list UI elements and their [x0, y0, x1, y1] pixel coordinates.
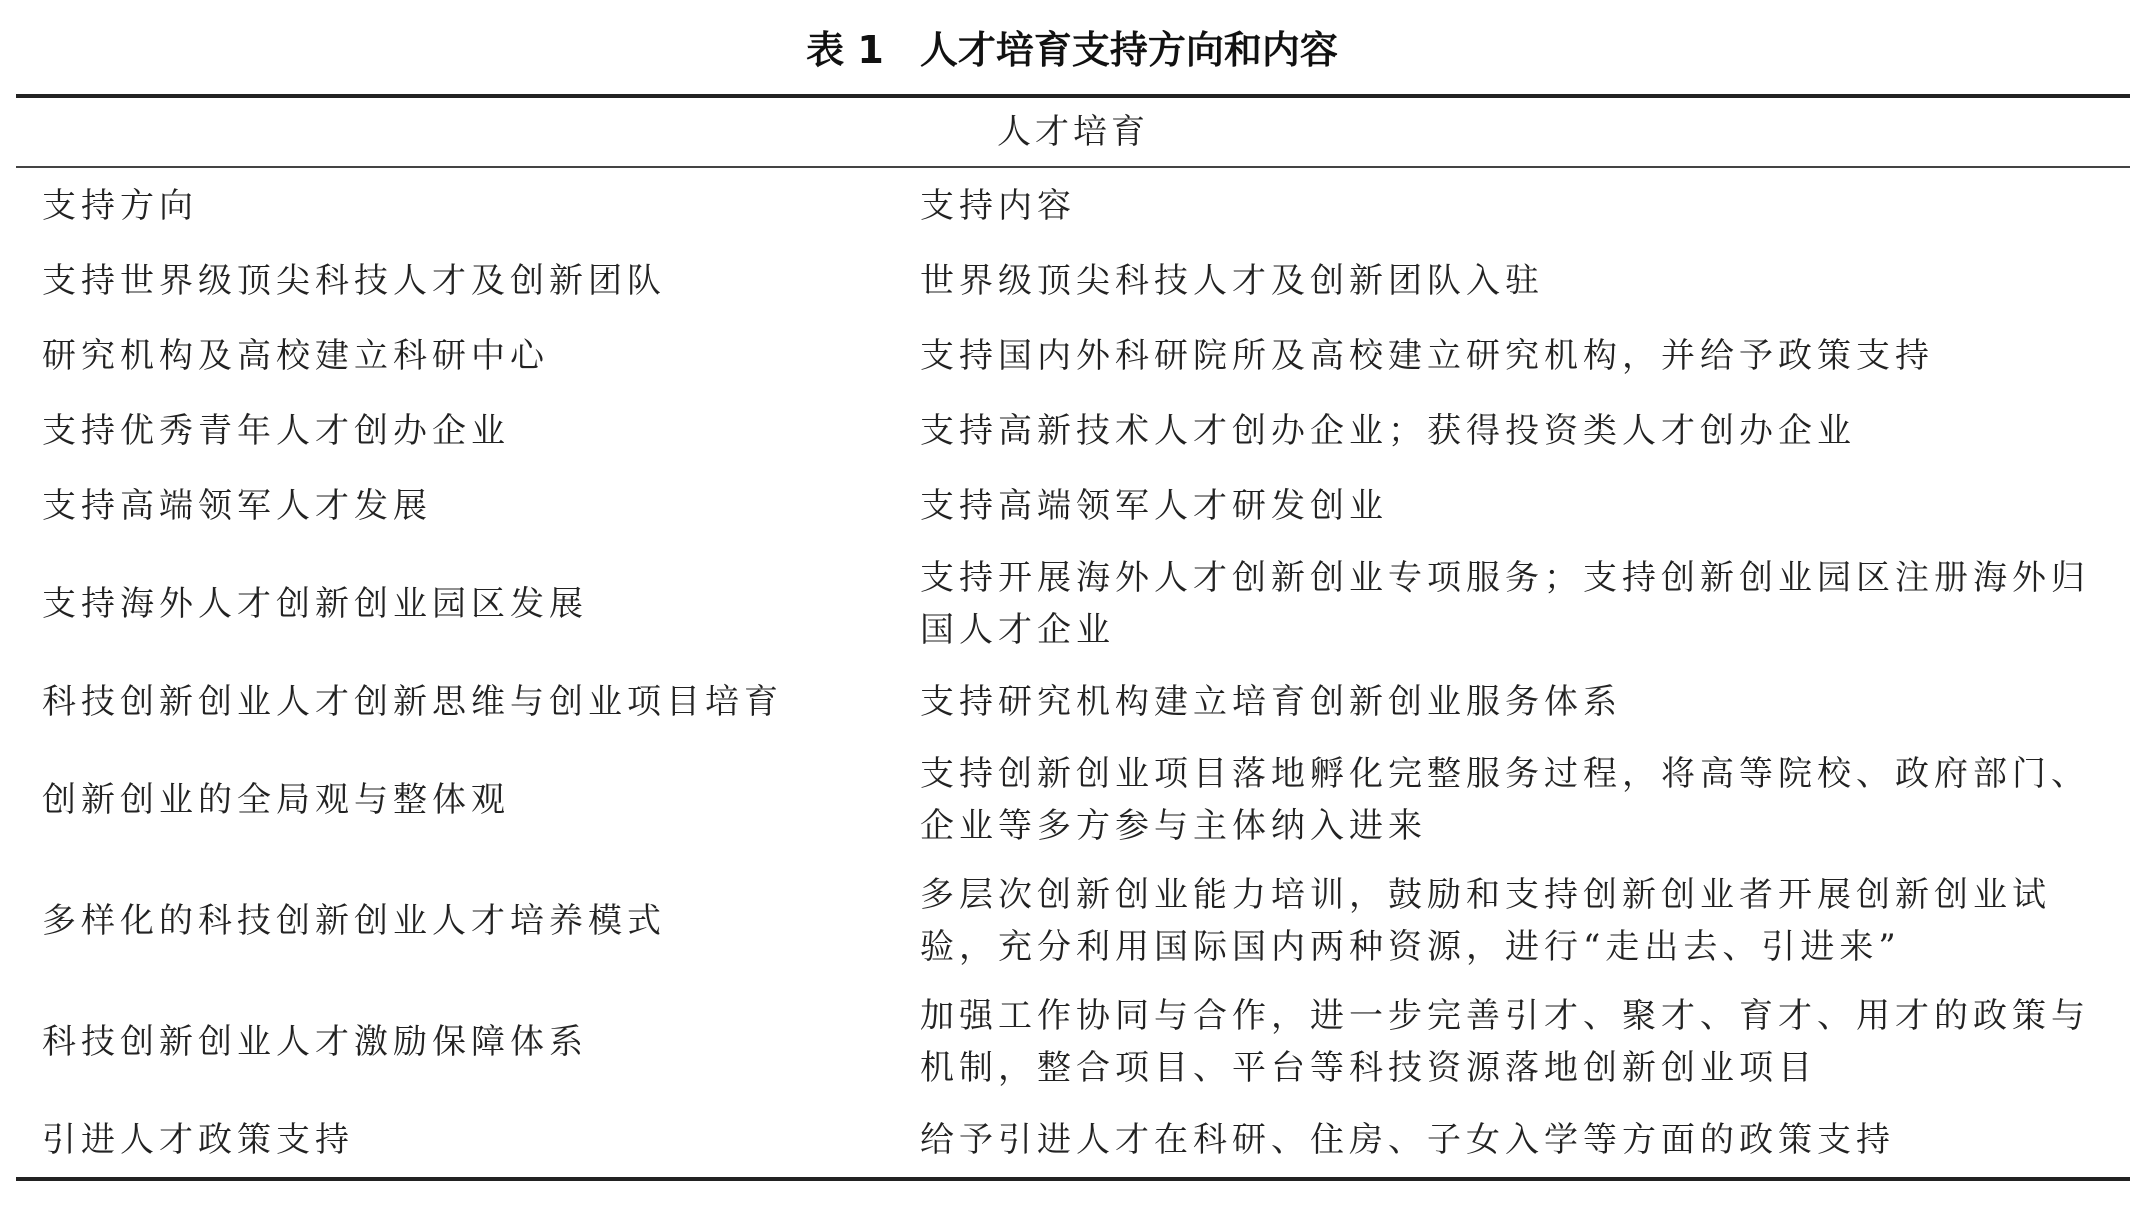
content-cell: 世界级顶尖科技人才及创新团队入驻 — [920, 260, 1544, 301]
column-header-content: 支持内容 — [920, 185, 1076, 226]
direction-cell: 科技创新创业人才创新思维与创业项目培育 — [42, 681, 783, 722]
direction-cell: 创新创业的全局观与整体观 — [42, 779, 510, 820]
direction-cell: 支持世界级顶尖科技人才及创新团队 — [42, 260, 666, 301]
direction-cell: 支持高端领军人才发展 — [42, 485, 432, 526]
table-row — [16, 318, 2130, 393]
table-caption — [0, 20, 2144, 80]
content-cell: 支持开展海外人才创新创业专项服务；支持创新创业园区注册海外归国人才企业 — [920, 557, 2090, 650]
content-cell: 支持创新创业项目落地孵化完整服务过程，将高等院校、政府部门、企业等多方参与主体纳入进来 — [920, 753, 2090, 846]
table-title: 人才培育支持方向和内容 — [919, 28, 1338, 72]
direction-cell: 科技创新创业人才激励保障体系 — [42, 1021, 588, 1062]
content-cell: 支持研究机构建立培育创新创业服务体系 — [920, 681, 1622, 722]
table-row — [16, 860, 2130, 981]
group-header: 人才培育 — [16, 98, 2130, 168]
table-row — [16, 981, 2130, 1102]
column-header-direction: 支持方向 — [42, 185, 198, 226]
table-row — [16, 739, 2130, 860]
table-row — [16, 243, 2130, 318]
table-row — [16, 664, 2130, 739]
direction-cell: 支持优秀青年人才创办企业 — [42, 410, 510, 451]
talent-support-table — [16, 94, 2130, 1181]
table-row — [16, 393, 2130, 468]
content-cell: 支持国内外科研院所及高校建立研究机构，并给予政策支持 — [920, 335, 1934, 376]
direction-cell: 支持海外人才创新创业园区发展 — [42, 583, 588, 624]
table-row — [16, 543, 2130, 664]
direction-cell: 引进人才政策支持 — [42, 1119, 354, 1160]
table-row — [16, 1102, 2130, 1177]
column-header-row — [16, 168, 2130, 243]
direction-cell: 研究机构及高校建立科研中心 — [42, 335, 549, 376]
table-number: 表 1 — [806, 28, 884, 72]
content-cell: 支持高端领军人才研发创业 — [920, 485, 1388, 526]
content-cell: 支持高新技术人才创办企业；获得投资类人才创办企业 — [920, 410, 1856, 451]
table-row — [16, 468, 2130, 543]
content-cell: 多层次创新创业能力培训，鼓励和支持创新创业者开展创新创业试验，充分利用国际国内两种资源，进行“走出去、引进来” — [920, 874, 2051, 967]
content-cell: 给予引进人才在科研、住房、子女入学等方面的政策支持 — [920, 1119, 1895, 1160]
content-cell: 加强工作协同与合作，进一步完善引才、聚才、育才、用才的政策与机制，整合项目、平台等科技资源落地创新创业项目 — [920, 995, 2090, 1088]
direction-cell: 多样化的科技创新创业人才培养模式 — [42, 900, 666, 941]
